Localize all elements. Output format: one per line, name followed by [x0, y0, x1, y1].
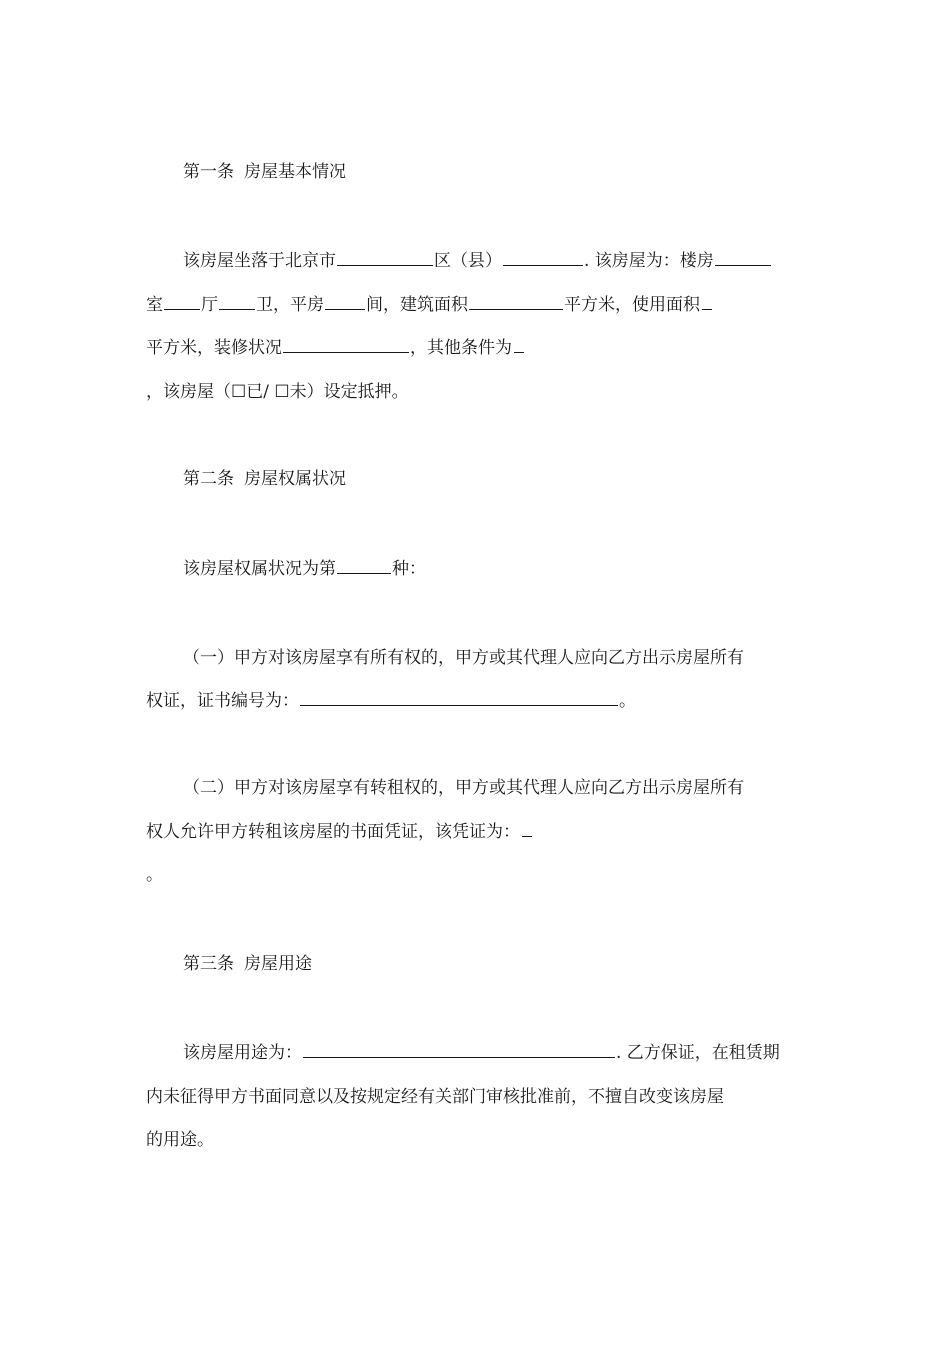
text: 厅 [201, 295, 218, 315]
text: 区（县） [434, 251, 502, 271]
text: 权证，证书编号为： [146, 691, 299, 711]
article2-item1-line2 [146, 689, 806, 713]
district-blank[interactable] [337, 250, 433, 266]
article2-item2-line3 [146, 863, 806, 887]
text: 该房屋权属状况为第 [183, 559, 336, 579]
article2-heading [183, 467, 806, 491]
text: . 乙方保证，在租赁期 [616, 1043, 780, 1063]
text: （二）甲方对该房屋享有转租权的，甲方或其代理人应向乙方出示房屋所有 [183, 778, 744, 798]
article2-heading-no: 第二条 [183, 469, 234, 489]
text: ，其他条件为 [410, 338, 512, 358]
text: 权人允许甲方转租该房屋的书面凭证，该凭证为： [146, 822, 520, 842]
article1-heading [183, 160, 806, 184]
article3-line1 [183, 1041, 806, 1065]
article1-heading-no: 第一条 [183, 162, 234, 182]
voucher-blank[interactable] [522, 821, 532, 837]
text: 该房屋用途为： [183, 1043, 302, 1063]
text: 平方米，使用面积 [564, 295, 700, 315]
article3-heading-no: 第三条 [183, 954, 234, 974]
text: 间，建筑面积 [366, 295, 468, 315]
room-blank[interactable] [164, 294, 200, 310]
article2-item2-line2 [146, 820, 806, 844]
article1-heading-title: 房屋基本情况 [244, 162, 346, 182]
article3-line3 [146, 1128, 806, 1152]
article2-heading-title: 房屋权属状况 [244, 469, 346, 489]
text: 室 [146, 295, 163, 315]
text: 种： [392, 559, 426, 579]
mortgage-text: ，该房屋（☐已/ ☐未）设定抵押。 [146, 382, 409, 402]
bungalow-blank[interactable] [325, 294, 365, 310]
text: 内未征得甲方书面同意以及按规定经有关部门审核批准前，不擅自改变该房屋 [146, 1087, 724, 1107]
article1-line2 [146, 293, 806, 317]
building-blank[interactable] [715, 250, 771, 266]
article1-line3 [146, 336, 806, 360]
text: . 该房屋为：楼房 [584, 251, 714, 271]
article2-intro [183, 557, 806, 581]
county-blank[interactable] [503, 250, 583, 266]
text: （一）甲方对该房屋享有所有权的，甲方或其代理人应向乙方出示房屋所有 [183, 648, 744, 668]
ownership-type-blank[interactable] [337, 558, 391, 574]
text: 。 [146, 865, 163, 885]
usable-area-blank[interactable] [702, 294, 712, 310]
article3-line2 [146, 1085, 806, 1109]
text: 的用途。 [146, 1130, 214, 1150]
article3-heading [183, 952, 806, 976]
certificate-number-blank[interactable] [300, 690, 618, 706]
article2-item2-line1 [183, 776, 806, 800]
article1-line1 [183, 249, 806, 273]
usage-blank[interactable] [303, 1042, 615, 1058]
text: 。 [619, 691, 636, 711]
decoration-blank[interactable] [283, 337, 409, 353]
article1-line4 [146, 380, 806, 404]
other-conditions-blank[interactable] [514, 337, 524, 353]
article3-heading-title: 房屋用途 [244, 954, 312, 974]
text: 卫，平房 [256, 295, 324, 315]
text: 平方米，装修状况 [146, 338, 282, 358]
hall-blank[interactable] [219, 294, 255, 310]
building-area-blank[interactable] [469, 294, 563, 310]
article2-item1-line1 [183, 646, 806, 670]
text: 该房屋坐落于北京市 [183, 251, 336, 271]
